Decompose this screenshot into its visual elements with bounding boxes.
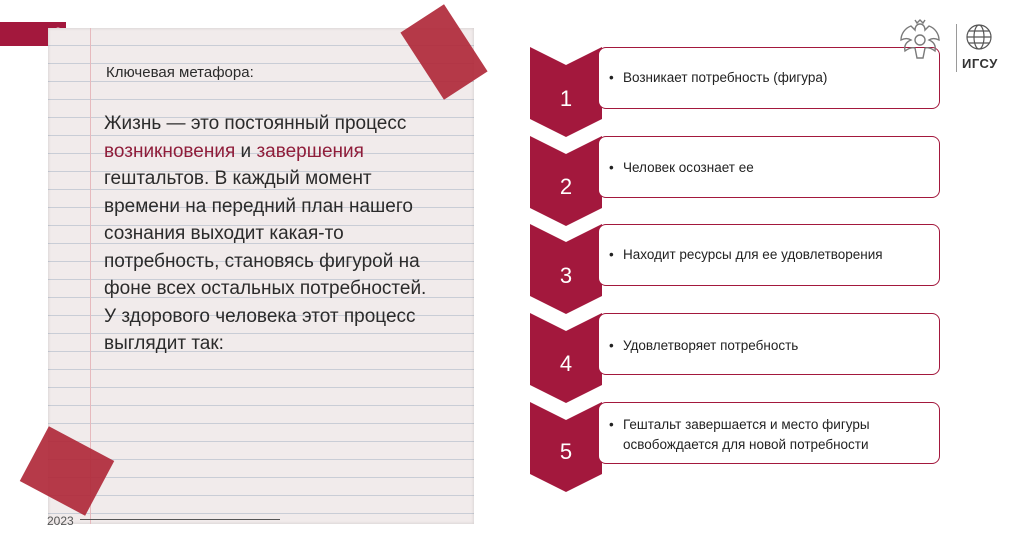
step-number: 4 — [559, 351, 573, 376]
step-number: 2 — [559, 174, 573, 199]
logo-divider — [956, 24, 957, 72]
step-text: • Гештальт завершается и место фигуры освобождается для новой потребности — [623, 415, 929, 455]
process-step-2 — [530, 136, 942, 200]
footer-year: 2023 — [47, 514, 74, 528]
process-step-4 — [530, 313, 942, 377]
step-box — [598, 313, 940, 375]
metaphor-text-part: Жизнь — это постоянный процесс — [104, 113, 407, 134]
process-step-3 — [530, 224, 942, 288]
globe-icon — [964, 22, 994, 52]
metaphor-text-part: гештальтов. В каждый момент времени на передний план нашего сознания выходит какая-то потребность, становясь фигурой на фоне всех остальных потребностей. У здорового человека этот процесс выглядит так: — [104, 168, 427, 354]
metaphor-text — [104, 110, 430, 358]
metaphor-text-part: и — [235, 140, 257, 162]
step-text: • Находит ресурсы для ее удовлетворения — [623, 245, 929, 265]
step-number: 3 — [559, 263, 573, 288]
process-step-5 — [530, 402, 942, 466]
step-number: 5 — [559, 439, 573, 464]
logo-text: ИГСУ — [962, 56, 998, 71]
key-metaphor-label: Ключевая метафора: — [106, 64, 254, 81]
metaphor-accent-emergence: возникновения — [104, 140, 236, 162]
step-box — [598, 47, 940, 109]
eagle-emblem-icon — [893, 14, 947, 68]
step-text: • Возникает потребность (фигура) — [623, 68, 929, 88]
step-text: • Удовлетворяет потребность — [623, 336, 929, 356]
footer-divider — [80, 519, 280, 520]
step-box — [598, 224, 940, 286]
process-step-1 — [530, 47, 942, 111]
metaphor-accent-completion: завершения — [256, 140, 364, 162]
step-number: 1 — [559, 86, 573, 111]
step-box — [598, 402, 940, 464]
step-text: • Человек осознает ее — [623, 158, 929, 178]
step-box — [598, 136, 940, 198]
